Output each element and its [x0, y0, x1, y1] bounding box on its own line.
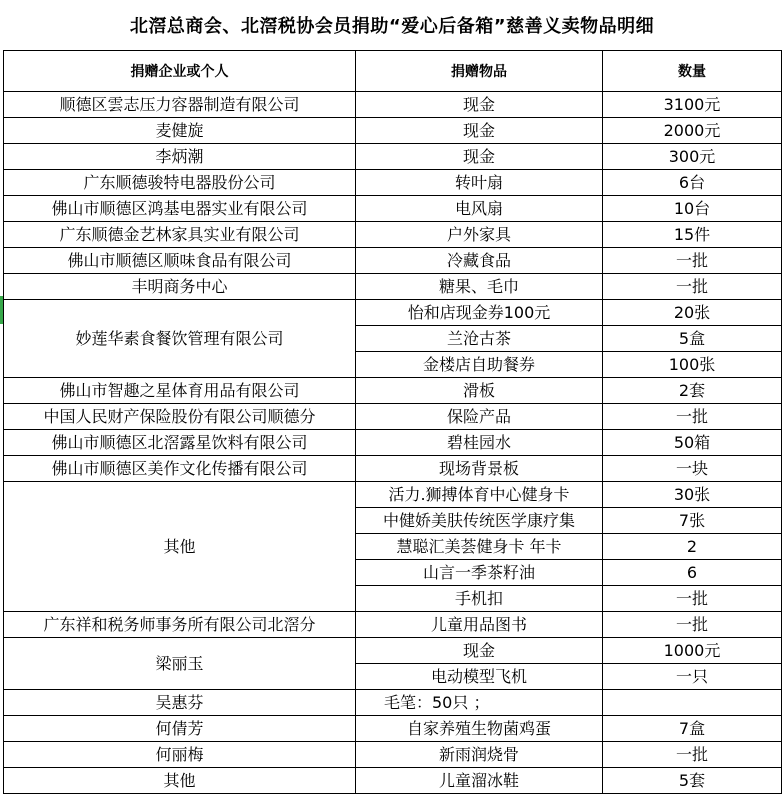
table-row — [4, 716, 782, 742]
cell-quantity[interactable] — [603, 690, 782, 716]
cell-donor[interactable]: 佛山市顺德区顺味食品有限公司 — [4, 248, 356, 274]
cell-quantity[interactable]: 3100元 — [603, 92, 782, 118]
cell-item[interactable]: 自家养殖生物菌鸡蛋 — [356, 716, 603, 742]
cell-quantity[interactable]: 15件 — [603, 222, 782, 248]
cell-item[interactable]: 现金 — [356, 144, 603, 170]
cell-item[interactable]: 金楼店自助餐券 — [356, 352, 603, 378]
cell-quantity[interactable]: 2 — [603, 534, 782, 560]
cell-item[interactable]: 现金 — [356, 118, 603, 144]
cell-item[interactable]: 兰沧古茶 — [356, 326, 603, 352]
table-row — [4, 456, 782, 482]
cell-quantity[interactable]: 30张 — [603, 482, 782, 508]
cell-item[interactable]: 手机扣 — [356, 586, 603, 612]
cell-quantity[interactable]: 一批 — [603, 248, 782, 274]
table-row — [4, 274, 782, 300]
table-row — [4, 248, 782, 274]
cell-item[interactable]: 毛笔：50只 ； — [356, 690, 603, 716]
table-row — [4, 482, 782, 508]
table-row — [4, 118, 782, 144]
column-header-item[interactable]: 捐赠物品 — [356, 51, 603, 92]
cell-quantity[interactable]: 2000元 — [603, 118, 782, 144]
cell-item[interactable]: 现金 — [356, 92, 603, 118]
table-row — [4, 690, 782, 716]
cell-quantity[interactable]: 50箱 — [603, 430, 782, 456]
table-row — [4, 768, 782, 794]
cell-donor[interactable]: 顺德区雲志压力容器制造有限公司 — [4, 92, 356, 118]
table-row — [4, 404, 782, 430]
cell-item[interactable]: 滑板 — [356, 378, 603, 404]
cell-quantity[interactable]: 一批 — [603, 274, 782, 300]
cell-quantity[interactable]: 一只 — [603, 664, 782, 690]
cell-quantity[interactable]: 6台 — [603, 170, 782, 196]
cell-item[interactable]: 怡和店现金券100元 — [356, 300, 603, 326]
cell-quantity[interactable]: 1000元 — [603, 638, 782, 664]
cell-donor[interactable]: 佛山市顺德区美作文化传播有限公司 — [4, 456, 356, 482]
cell-donor[interactable]: 广东顺德金艺林家具实业有限公司 — [4, 222, 356, 248]
cell-donor[interactable]: 广东顺德骏特电器股份公司 — [4, 170, 356, 196]
cell-item[interactable]: 儿童溜冰鞋 — [356, 768, 603, 794]
cell-quantity[interactable]: 7张 — [603, 508, 782, 534]
cell-item[interactable]: 转叶扇 — [356, 170, 603, 196]
cell-quantity[interactable]: 一批 — [603, 404, 782, 430]
cell-donor[interactable]: 其他 — [4, 768, 356, 794]
cell-quantity[interactable]: 一批 — [603, 586, 782, 612]
cell-item[interactable]: 新雨润烧骨 — [356, 742, 603, 768]
table-row — [4, 92, 782, 118]
cell-donor[interactable]: 丰明商务中心 — [4, 274, 356, 300]
table-row — [4, 612, 782, 638]
cell-item[interactable]: 电风扇 — [356, 196, 603, 222]
cell-item[interactable]: 冷藏食品 — [356, 248, 603, 274]
cell-donor[interactable]: 佛山市顺德区鸿基电器实业有限公司 — [4, 196, 356, 222]
cell-donor[interactable]: 吴惠芬 — [4, 690, 356, 716]
donation-table — [3, 50, 782, 794]
cell-quantity[interactable]: 5盒 — [603, 326, 782, 352]
cell-donor[interactable]: 李炳潮 — [4, 144, 356, 170]
table-body — [4, 92, 782, 794]
cell-item[interactable]: 保险产品 — [356, 404, 603, 430]
cell-quantity[interactable]: 5套 — [603, 768, 782, 794]
cell-quantity[interactable]: 7盒 — [603, 716, 782, 742]
cell-item[interactable]: 现场背景板 — [356, 456, 603, 482]
table-row — [4, 144, 782, 170]
cell-donor[interactable]: 何倩芳 — [4, 716, 356, 742]
cell-item[interactable]: 慧聪汇美荟健身卡 年卡 — [356, 534, 603, 560]
table-row — [4, 378, 782, 404]
table-row — [4, 638, 782, 664]
cell-quantity[interactable]: 2套 — [603, 378, 782, 404]
cell-quantity[interactable]: 10台 — [603, 196, 782, 222]
cell-item[interactable]: 活力.狮搏体育中心健身卡 — [356, 482, 603, 508]
table-row — [4, 196, 782, 222]
cell-quantity[interactable]: 20张 — [603, 300, 782, 326]
cell-quantity[interactable]: 一块 — [603, 456, 782, 482]
table-row — [4, 430, 782, 456]
table-header-row — [4, 51, 782, 92]
column-header-quantity[interactable]: 数量 — [603, 51, 782, 92]
table-row — [4, 300, 782, 326]
table-row — [4, 170, 782, 196]
cell-quantity[interactable]: 一批 — [603, 742, 782, 768]
cell-item[interactable]: 电动模型飞机 — [356, 664, 603, 690]
table-row — [4, 742, 782, 768]
table-row — [4, 222, 782, 248]
cell-quantity[interactable]: 100张 — [603, 352, 782, 378]
cell-donor[interactable]: 佛山市顺德区北滘露星饮料有限公司 — [4, 430, 356, 456]
cell-donor[interactable]: 广东祥和税务师事务所有限公司北滘分 — [4, 612, 356, 638]
cell-item[interactable]: 山言一季茶籽油 — [356, 560, 603, 586]
cell-item[interactable]: 糖果、毛巾 — [356, 274, 603, 300]
cell-item[interactable]: 户外家具 — [356, 222, 603, 248]
cell-donor[interactable]: 其他 — [4, 482, 356, 612]
sheet-title: 北滘总商会、北滘税协会员捐助“爱心后备箱”慈善义卖物品明细 — [129, 16, 655, 37]
column-header-donor[interactable]: 捐赠企业或个人 — [4, 51, 356, 92]
cell-donor[interactable]: 梁丽玉 — [4, 638, 356, 690]
cell-donor[interactable]: 中国人民财产保险股份有限公司顺德分 — [4, 404, 356, 430]
cell-quantity[interactable]: 一批 — [603, 612, 782, 638]
cell-quantity[interactable]: 6 — [603, 560, 782, 586]
cell-item[interactable]: 儿童用品图书 — [356, 612, 603, 638]
cell-donor[interactable]: 何丽梅 — [4, 742, 356, 768]
cell-item[interactable]: 碧桂园水 — [356, 430, 603, 456]
cell-donor[interactable]: 麦健旋 — [4, 118, 356, 144]
cell-item[interactable]: 现金 — [356, 638, 603, 664]
cell-donor[interactable]: 妙莲华素食餐饮管理有限公司 — [4, 300, 356, 378]
cell-item[interactable]: 中健娇美肤传统医学康疗集 — [356, 508, 603, 534]
cell-quantity[interactable]: 300元 — [603, 144, 782, 170]
cell-donor[interactable]: 佛山市智趣之星体育用品有限公司 — [4, 378, 356, 404]
